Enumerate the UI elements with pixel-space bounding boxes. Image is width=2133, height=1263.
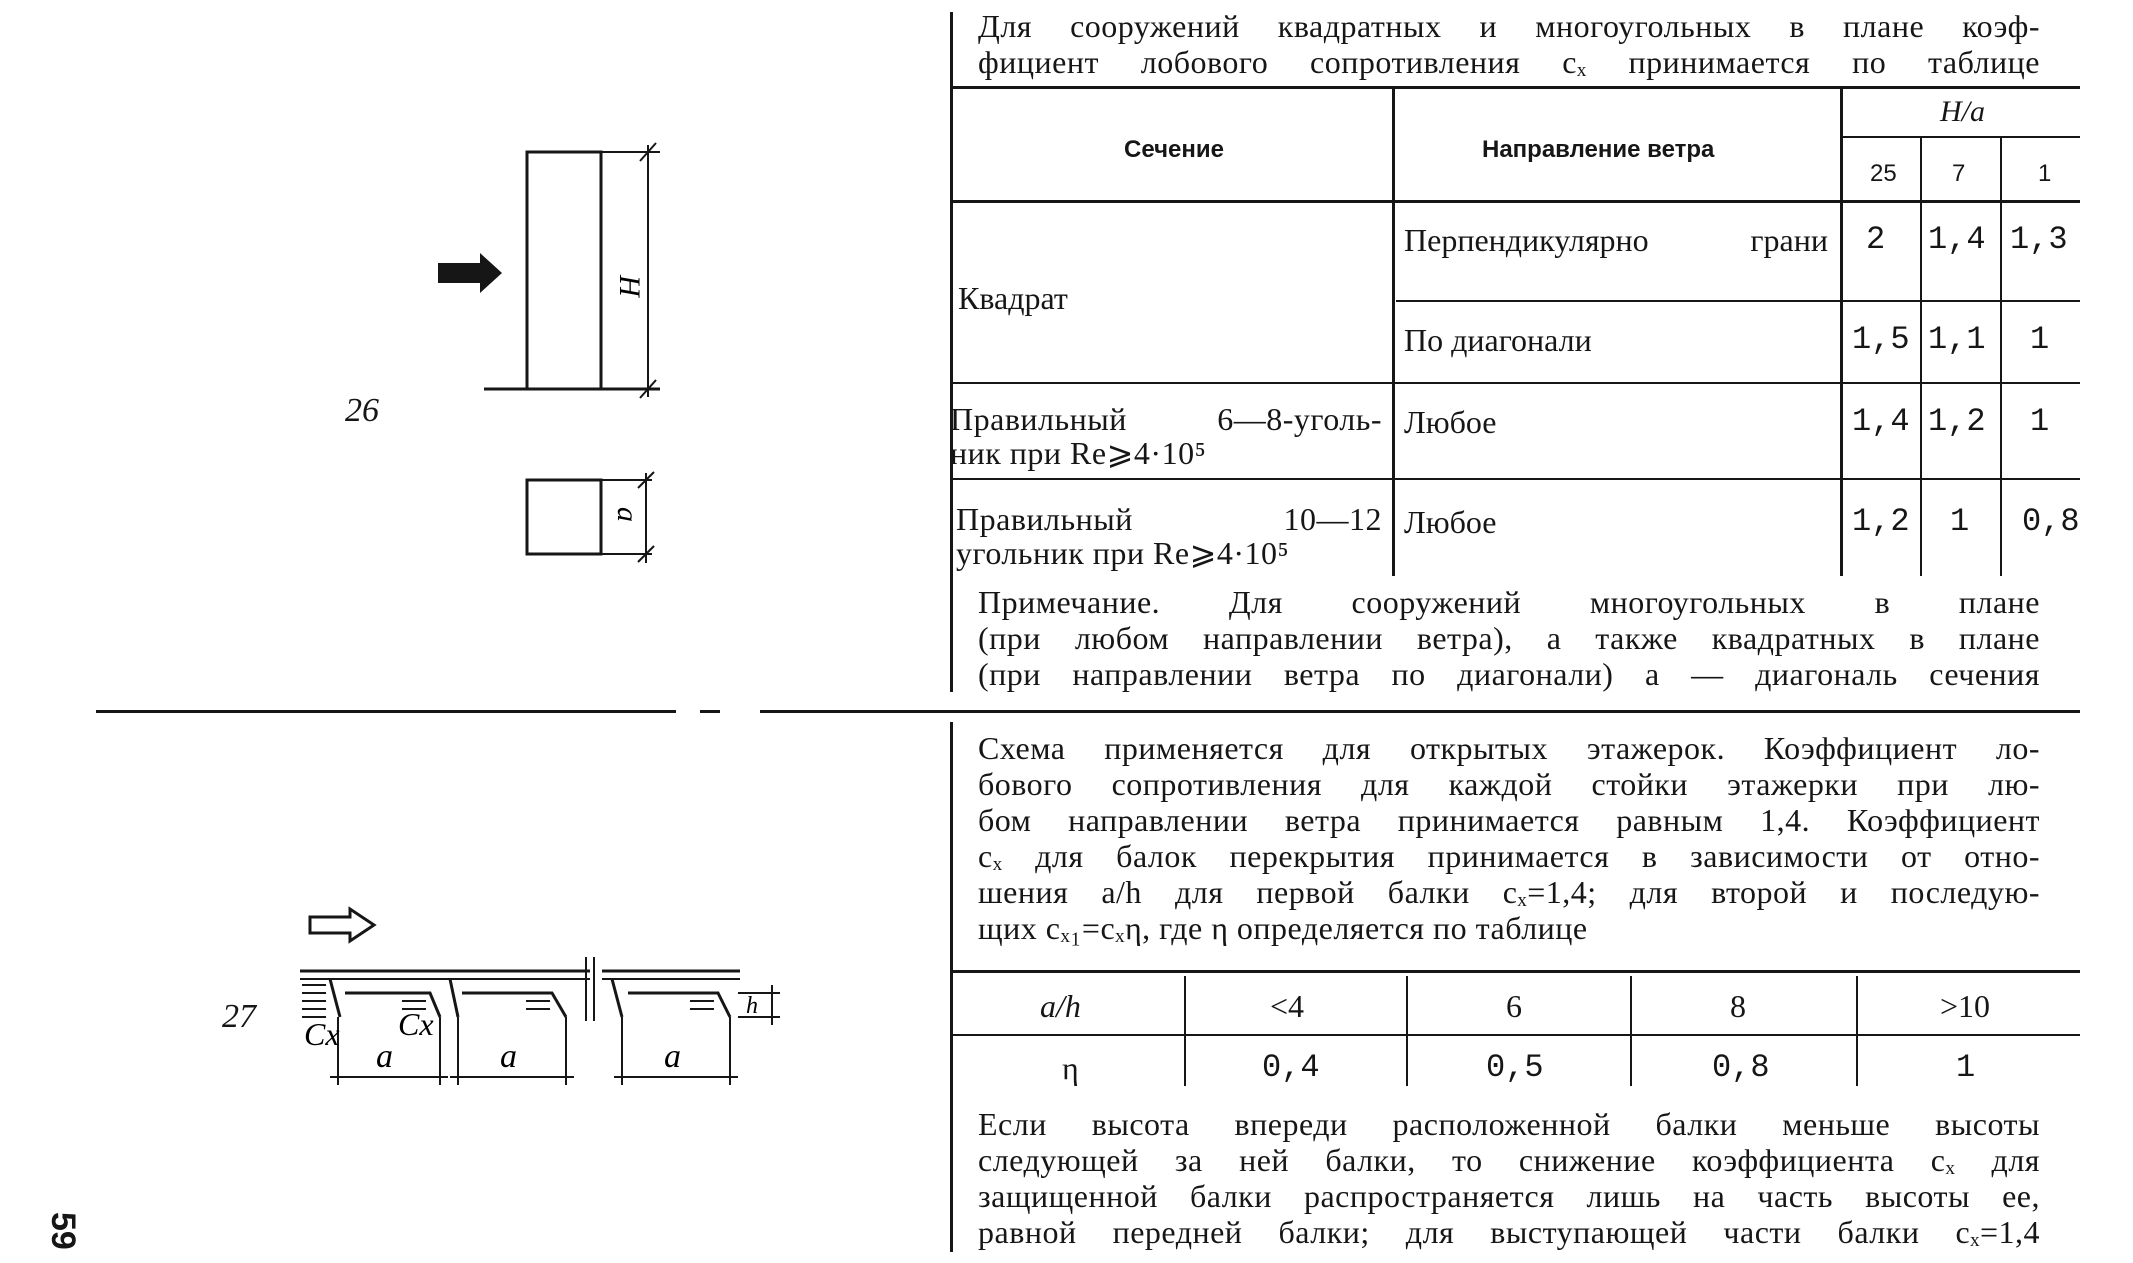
row-value: 1,5 — [1852, 321, 1910, 358]
section27-text: Схема применяется для открытых этажерок. Коэффициент ло- бового сопротивления для каждой стойки этажерки при лю- бом направлении ветра принимается равным 1,4. Коэффициент cₓ для балок перекрытия принимается в зависимости от отно- шения a/h для первой балки cₓ=1,4; для второй и последую- щих cₓ₁=cₓη, где η определяется по таблице — [978, 730, 2040, 946]
row-wind: По диагонали — [1404, 322, 1592, 358]
svg-text:h: h — [746, 993, 758, 1019]
eta-header: 8 — [1730, 988, 1746, 1024]
eta-value: 0,5 — [1486, 1049, 1544, 1086]
row-value: 1,4 — [1852, 403, 1910, 440]
col-ratio-header: H/a — [1940, 95, 1985, 128]
section26-intro — [978, 8, 2040, 80]
eta-table-top — [950, 970, 2080, 973]
a-label: a — [376, 1038, 393, 1075]
cx-label-1: Cx — [304, 1016, 340, 1052]
row-wind: Любое — [1404, 404, 1497, 440]
intro-line: фициент лобового сопротивления cₓ принимается по таблице — [978, 44, 2040, 80]
row-value: 0,8 — [2022, 503, 2080, 540]
row-value: 1 — [2030, 403, 2050, 440]
ratio-value: 1 — [2038, 160, 2052, 187]
table-top-rule — [950, 86, 2080, 89]
a-label: a — [664, 1038, 681, 1075]
figure-27-number: 27 — [222, 998, 256, 1035]
eta-header: <4 — [1270, 988, 1305, 1024]
column-rule — [950, 722, 953, 1252]
a-label: a — [500, 1038, 517, 1075]
row-value: 1,4 — [1928, 221, 1986, 258]
height-label: H — [613, 275, 646, 297]
figure-26-number: 26 — [345, 392, 379, 429]
row-value: 1,2 — [1928, 403, 1986, 440]
section26-note: Примечание. Для сооружений многоугольных в плане (при любом направлении ветра), а также квадратных в плане (при направлении ветра по диагонали) a — диагональ сечения — [978, 584, 2040, 692]
section-separator — [96, 710, 676, 713]
row-value: 1,2 — [1852, 503, 1910, 540]
wind-arrow-icon — [310, 909, 374, 941]
side-label: a — [611, 507, 644, 522]
intro-line: Для сооружений квадратных и многоугольных в плане коэф- — [978, 8, 2040, 44]
wind-load-hatch — [302, 985, 714, 1017]
eta-header: a/h — [1040, 988, 1081, 1024]
section27-after: Если высота впереди расположенной балки меньше высоты следующей за ней балки, то снижение коэффициента cₓ для защищенной балки распространяется лишь на часть высоты ее, равной передней балки; для выступающей части балки cₓ=1,4 — [978, 1106, 2040, 1250]
ratio-value: 7 — [1952, 160, 1966, 187]
figure-27-diagram — [290, 905, 830, 1105]
table-header-rule — [950, 200, 2080, 203]
wind-arrow-icon — [438, 253, 502, 293]
eta-header: >10 — [1940, 988, 1991, 1024]
column-rule — [950, 12, 953, 692]
plan-square — [527, 480, 601, 554]
row-section: Правильный 10—12 угольник при Re⩾4·10⁵ — [956, 501, 1382, 571]
col-section-header: Сечение — [1124, 136, 1224, 163]
figure-26-diagram — [420, 135, 680, 575]
row-wind: Любое — [1404, 504, 1497, 540]
row-value: 1 — [2030, 321, 2050, 358]
eta-value: 0,4 — [1262, 1049, 1320, 1086]
cx-label-2: Cx — [398, 1006, 434, 1042]
eta-value: η — [1062, 1050, 1079, 1086]
page-number: 59 — [44, 1212, 82, 1250]
row-value: 2 — [1866, 221, 1886, 258]
beam-3 — [612, 979, 730, 1017]
row-section: Квадрат — [958, 280, 1068, 316]
elevation-rect — [527, 152, 601, 389]
eta-value: 0,8 — [1712, 1049, 1770, 1086]
row-value: 1,3 — [2010, 221, 2068, 258]
eta-value: 1 — [1956, 1049, 1976, 1086]
row-wind: Перпендикулярно грани — [1404, 222, 1828, 258]
row-value: 1,1 — [1928, 321, 1986, 358]
ratio-value: 25 — [1870, 160, 1897, 187]
row-value: 1 — [1950, 503, 1970, 540]
col-wind-header: Направление ветра — [1482, 136, 1715, 163]
eta-header: 6 — [1506, 988, 1522, 1024]
row-section: Правильный 6—8-уголь- ник при Re⩾4·10⁵ — [950, 401, 1382, 471]
beam-2 — [450, 979, 566, 1017]
